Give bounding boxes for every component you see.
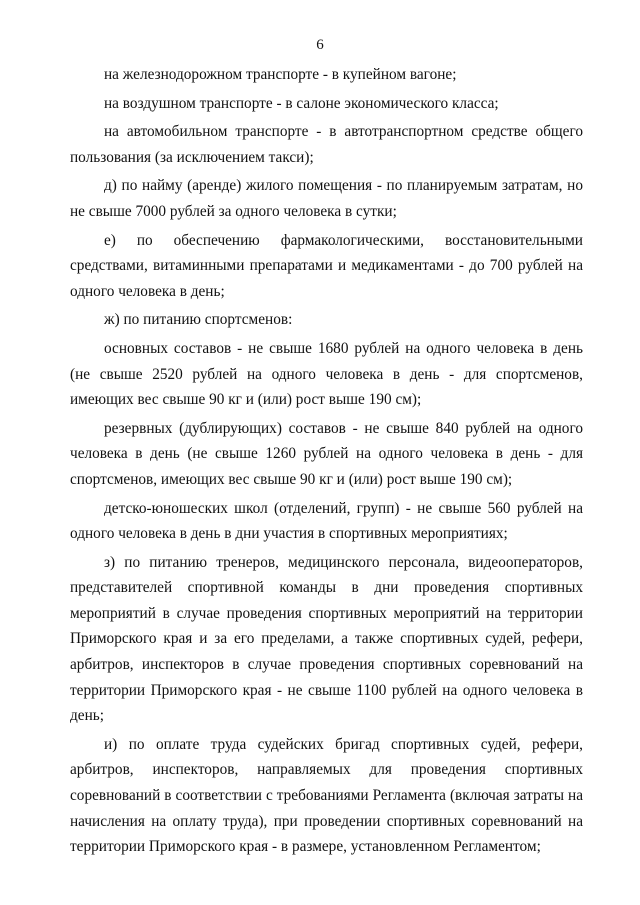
paragraph-item-e-medicines: е) по обеспечению фармакологическими, восстановительными средствами, витаминными препаратами и медикаментами - до 700 рублей на одного человека в день; [70, 231, 583, 300]
paragraph-youth-schools: детско-юношеских школ (отделений, групп) - не свыше 560 рублей на одного человека в день в дни участия в спортивных мероприятиях; [70, 499, 583, 543]
document-body [70, 62, 583, 860]
page-number: 6 [316, 37, 324, 53]
paragraph-item-i-referee-pay: и) по оплате труда судейских бригад спортивных судей, рефери, арбитров, инспекторов, направляемых для проведения спортивных соревнований в соответствии с требованиями Регламента (включая затраты на начисления на оплату труда), при проведении спортивных соревнований на территории Приморского края - в размере, установленном Регламентом; [70, 735, 583, 856]
paragraph-reserve-squads: резервных (дублирующих) составов - не свыше 840 рублей на одного человека в день (не свыше 1260 рублей на одного человека в день - для спортсменов, имеющих вес свыше 90 кг и (или) рост выше 190 см); [70, 419, 583, 488]
paragraph-item-d-housing: д) по найму (аренде) жилого помещения - по планируемым затратам, но не свыше 7000 рублей за одного человека в сутки; [70, 177, 583, 220]
paragraph-main-squads: основных составов - не свыше 1680 рублей на одного человека в день (не свыше 2520 рублей на одного человека в день - для спортсменов, имеющих вес свыше 90 кг и (или) рост выше 190 см); [70, 339, 583, 409]
paragraph-rail-transport: на железнодорожном транспорте - в купейном вагоне; [104, 66, 457, 83]
paragraph-air-transport: на воздушном транспорте - в салоне экономического класса; [104, 94, 499, 112]
paragraph-item-zh-athlete-meals: ж) по питанию спортсменов: [104, 311, 293, 329]
paragraph-item-z-staff-meals: з) по питанию тренеров, медицинского персонала, видеооператоров, представителей спортивной команды в дни проведения спортивных мероприятий в случае проведения спортивных мероприятий на территории Приморского края и за его пределами, а также спортивных судей, рефери, арбитров, инспекторов в случае проведения спортивных соревнований на территории Приморского края - не свыше 1100 рублей на одного человека в день; [70, 553, 583, 725]
paragraph-road-transport: на автомобильном транспорте - в автотранспортном средстве общего пользования (за исключением такси); [70, 123, 583, 166]
